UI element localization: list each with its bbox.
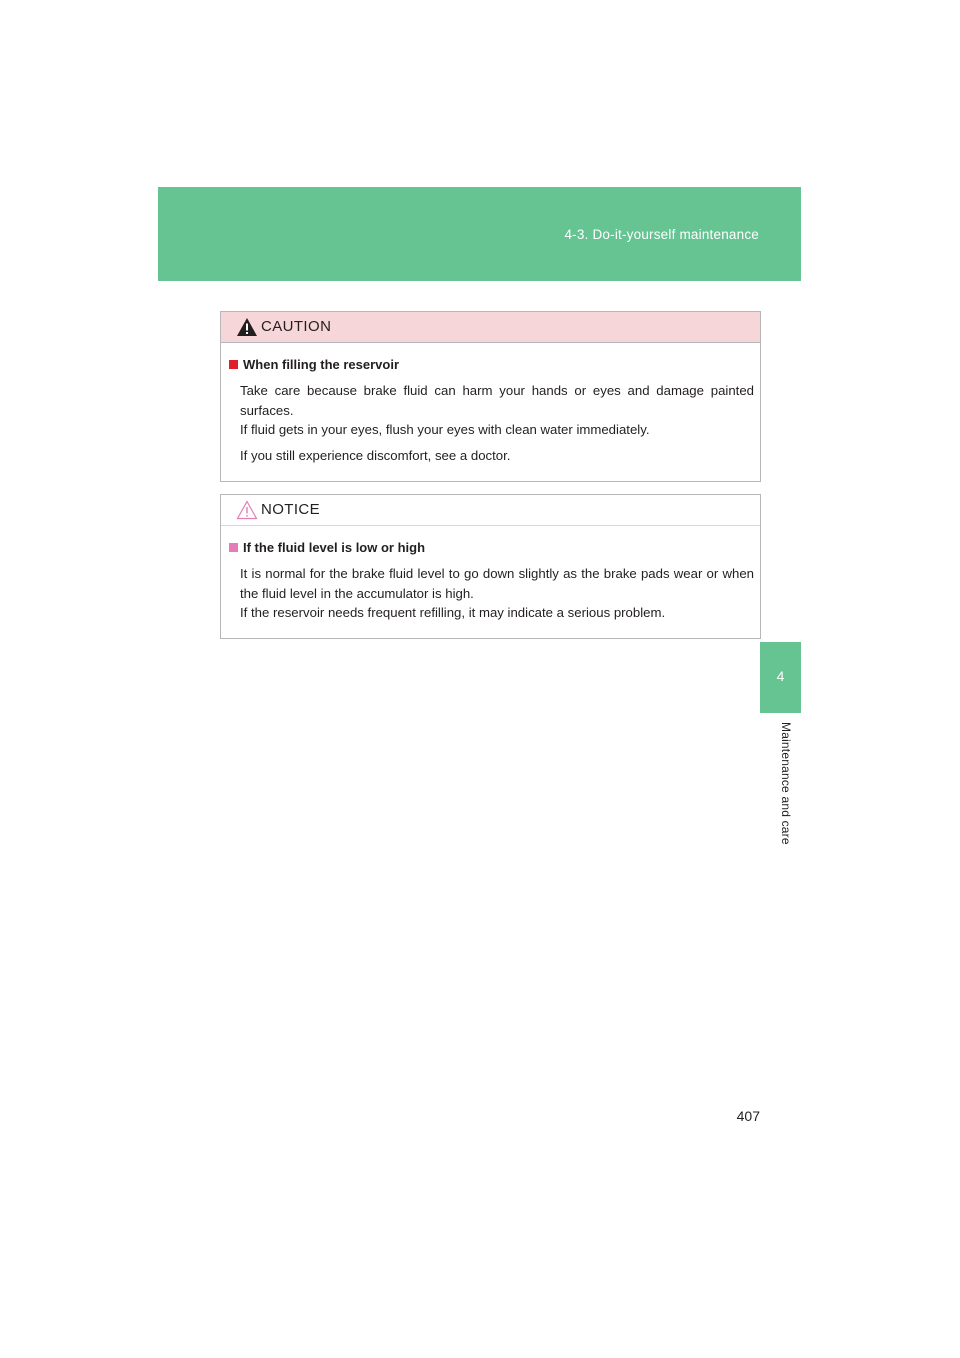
caution-body [221,343,760,465]
section-title: 4-3. Do-it-yourself maintenance [564,227,759,242]
caution-line: Take care because brake fluid can harm your hands or eyes and damage painted surfaces. [240,383,754,418]
red-square-bullet-icon [229,360,238,369]
notice-paragraph [240,564,754,623]
notice-item-heading [229,540,754,555]
notice-line: If the reservoir needs frequent refilling, it may indicate a serious problem. [240,605,666,620]
caution-paragraph [240,381,754,440]
header-band [158,187,801,281]
chapter-tab [760,642,801,713]
warning-triangle-outline-icon [236,500,258,520]
page-number: 407 [736,1108,760,1124]
caution-item-heading-text: When filling the reservoir [243,357,400,372]
caution-box [220,311,761,482]
caution-line: If fluid gets in your eyes, flush your eyes with clean water immediately. [240,422,650,437]
notice-title: NOTICE [261,501,321,518]
chapter-number: 4 [776,668,785,684]
caution-title: CAUTION [261,318,332,335]
notice-box [220,494,761,639]
notice-header [221,495,760,526]
notice-item-heading-text: If the fluid level is low or high [243,540,426,555]
notice-body [221,526,760,623]
caution-header [221,312,760,343]
warning-triangle-icon [236,317,258,337]
chapter-title: Maintenance and care [779,722,793,845]
pink-square-bullet-icon [229,543,238,552]
caution-line: If you still experience discomfort, see a doctor. [240,447,511,463]
caution-paragraph [240,446,754,466]
caution-item-heading [229,357,754,372]
notice-line: It is normal for the brake fluid level to go down slightly as the brake pads wear or when the fluid level in the accumulator is high. [240,566,754,601]
